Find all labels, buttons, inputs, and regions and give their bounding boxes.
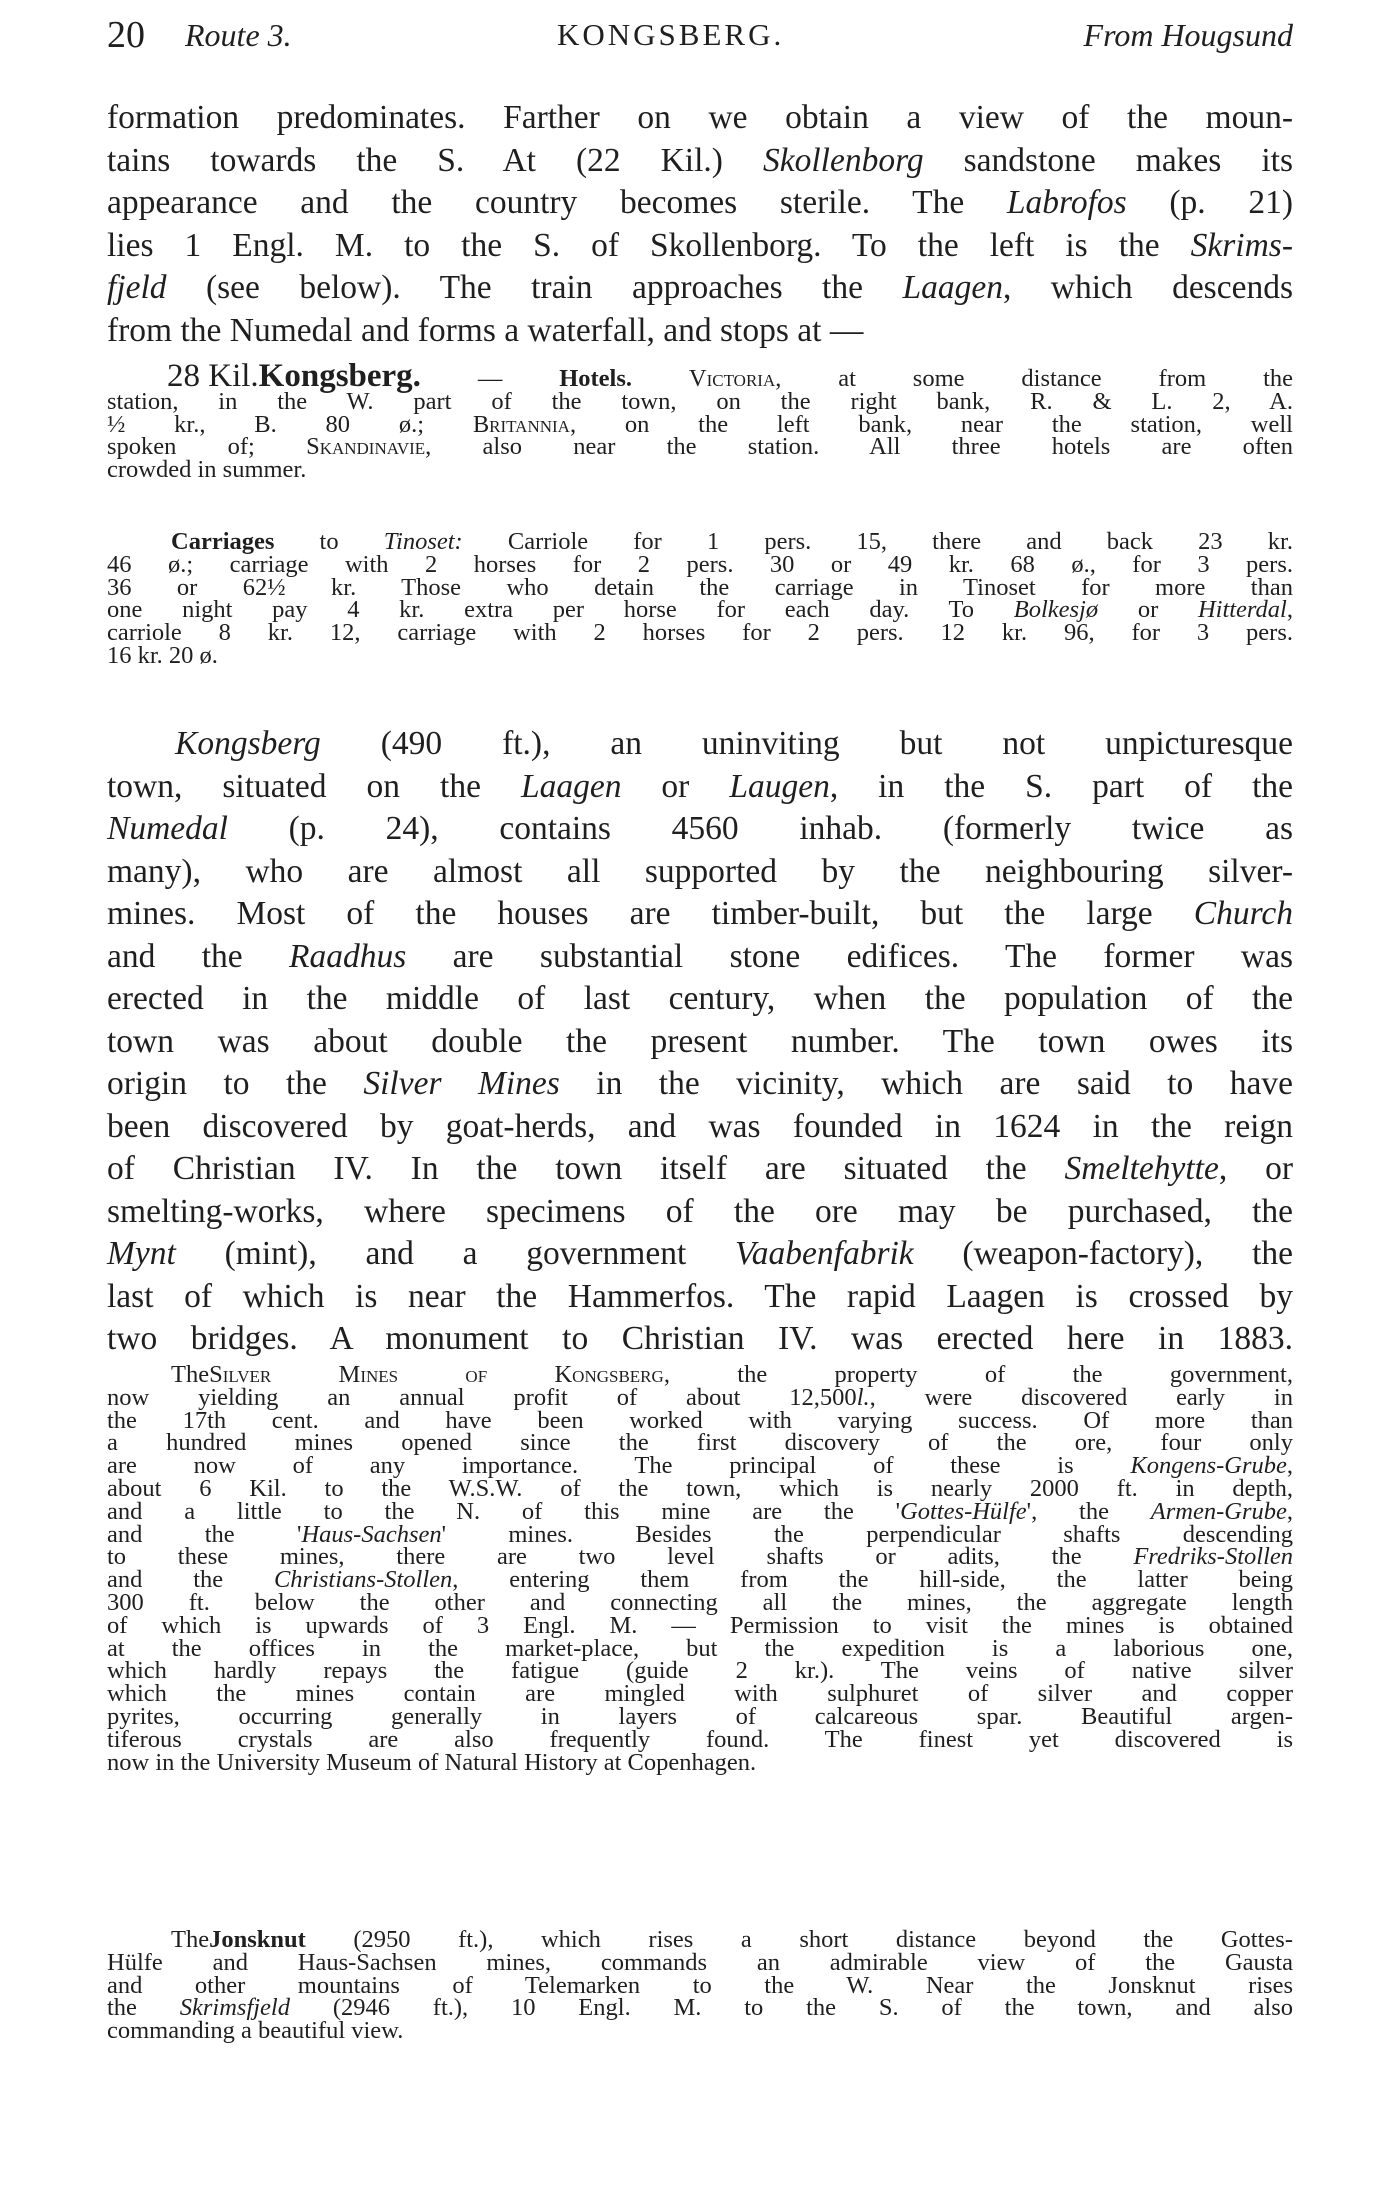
text-line: about 6 Kil. to the W.S.W. of the town, which is nearly 2000 ft. in depth, [107, 1474, 1293, 1502]
text-line: TheSilver Mines of Kongsberg, the property of the government, [171, 1361, 1293, 1388]
text-line: which hardly repays the fatigue (guide 2 kr.). The veins of native silver [107, 1657, 1293, 1685]
text-line: last of which is near the Hammerfos. The rapid Laagen is crossed by [107, 1277, 1293, 1315]
text-line: and the 'Haus-Sachsen' mines. Besides the perpendicular shafts descending [107, 1520, 1293, 1548]
section-heading: Kongsberg. [258, 358, 421, 394]
text-line: 36 or 62½ kr. Those who detain the carriage in Tinoset for more than [107, 573, 1293, 601]
text-line: are now of any importance. The principal of these is Kongens-Grube, [107, 1452, 1293, 1480]
text-line: now in the University Museum of Natural History at Copenhagen. [107, 1748, 757, 1776]
carriages-label: Carriages [171, 528, 275, 555]
text-line: to these mines, there are two level shafts or adits, the Fredriks-Stollen [107, 1543, 1293, 1571]
text-line: Mynt (mint), and a government Vaabenfabrik (weapon-factory), the [107, 1235, 1293, 1272]
text-line: smelting-works, where specimens of the ore may be purchased, the [107, 1192, 1293, 1230]
text-line: 300 ft. below the other and connecting all the mines, the aggregate length [107, 1588, 1293, 1616]
text-line: two bridges. A monument to Christian IV. was erected here in 1883. [107, 1320, 1293, 1357]
text-line: from the Numedal and forms a waterfall, and stops at — [107, 311, 864, 349]
text-line: mines. Most of the houses are timber-built, but the large Church [107, 895, 1293, 932]
place-name: Skrims- [1190, 226, 1293, 264]
place-name: fjeld [107, 269, 167, 306]
intro-paragraph [107, 97, 1293, 352]
text-line: which the mines contain are mingled with sulphuret of silver and copper [107, 1680, 1293, 1708]
jonsknut-paragraph [107, 1926, 1293, 2045]
text-line: at the offices in the market-place, but the expedition is a laborious one, [107, 1634, 1293, 1662]
text-line: lies 1 Engl. M. to the S. of Skollenborg. To the left is the Skrims- [107, 226, 1293, 264]
text-line: pyrites, occurring generally in layers of calcareous spar. Beautiful argen- [107, 1702, 1293, 1730]
text-line: and a little to the N. of this mine are the 'Gottes-Hülfe', the Armen-Grube, [107, 1497, 1293, 1525]
text-line: the 17th cent. and have been worked with varying success. Of more than [107, 1406, 1293, 1434]
text-line: Kongsberg (490 ft.), an uninviting but not unpicturesque [175, 725, 1293, 762]
text-line: and other mountains of Telemarken to the W. Near the Jonsknut rises [107, 1971, 1293, 1999]
text-line: now yielding an annual profit of about 12,500l., were discovered early in [107, 1383, 1293, 1411]
text-line: tains towards the S. At (22 Kil.) Skollenborg sandstone makes its [107, 141, 1293, 179]
text-line: ½ kr., B. 80 ø.; Britannia, on the left bank, near the station, well [107, 410, 1293, 438]
place-name: Laagen [902, 269, 1003, 306]
section-label: From Hougsund [1083, 17, 1293, 53]
text-line: tiferous crystals are also frequently found. The finest yet discovered is [107, 1725, 1293, 1753]
text-line: erected in the middle of last century, when the population of the [107, 980, 1293, 1017]
silver-mines-paragraph [107, 1361, 1293, 1776]
text-line: commanding a beautiful view. [107, 2017, 404, 2045]
hotels-label: Hotels. [559, 365, 633, 392]
text-line: origin to the Silver Mines in the vicinity, which are said to have [107, 1065, 1293, 1102]
text-line: formation predominates. Farther on we obtain a view of the moun- [107, 99, 1293, 136]
text-line: the Skrimsfjeld (2946 ft.), 10 Engl. M. to the S. of the town, and also [107, 1994, 1293, 2022]
text-line: one night pay 4 kr. extra per horse for each day. To Bolkesjø or Hitterdal, [107, 596, 1293, 624]
text-line: of which is upwards of 3 Engl. M. — Permission to visit the mines is obtained [107, 1611, 1293, 1639]
text-line: 16 kr. 20 ø. [107, 641, 218, 669]
carriages-paragraph [107, 528, 1293, 669]
text-line: and the Christians-Stollen, entering them from the hill-side, the latter being [107, 1566, 1293, 1594]
text-line: many), who are almost all supported by the neighbouring silver- [107, 852, 1293, 890]
text-line: and the Raadhus are substantial stone edifices. The former was [107, 937, 1294, 975]
text-line: crowded in summer. [107, 456, 307, 484]
text-line: of Christian IV. In the town itself are situated the Smeltehytte, or [107, 1150, 1293, 1187]
text-line: 28 Kil.Kongsberg. — Hotels. Victoria, at some distance from the [167, 358, 1293, 394]
text-line: town was about double the present number. The town owes its [107, 1022, 1293, 1060]
text-line: fjeld (see below). The train approaches the Laagen, which descends [107, 269, 1293, 306]
page-title: KONGSBERG. [557, 17, 785, 52]
text-line: spoken of; Skandinavie, also near the station. All three hotels are often [107, 433, 1294, 461]
kongsberg-paragraph [107, 723, 1293, 1361]
running-header [107, 10, 1293, 60]
text-line: 46 ø.; carriage with 2 horses for 2 pers. 30 or 49 kr. 68 ø., for 3 pers. [107, 550, 1293, 578]
text-line: been discovered by goat-herds, and was founded in 1624 in the reign [107, 1107, 1293, 1145]
text-line: TheJonsknut (2950 ft.), which rises a short distance beyond the Gottes- [171, 1926, 1293, 1953]
page-number: 20 [107, 14, 145, 56]
hotels-paragraph [107, 358, 1294, 484]
text-line: Hülfe and Haus-Sachsen mines, commands an admirable view of the Gausta [107, 1948, 1293, 1976]
place-name: Skollenborg [762, 141, 924, 179]
text-line: town, situated on the Laagen or Laugen, in the S. part of the [107, 767, 1293, 805]
text-line: station, in the W. part of the town, on the right bank, R. & L. 2, A. [107, 387, 1293, 415]
text-line: carriole 8 kr. 12, carriage with 2 horses for 2 pers. 12 kr. 96, for 3 pers. [107, 619, 1293, 647]
route-label: Route 3. [185, 17, 292, 53]
text-line: Numedal (p. 24), contains 4560 inhab. (formerly twice as [107, 810, 1293, 847]
place-name: Labrofos [1006, 184, 1127, 221]
text-line: Carriages to Tinoset: Carriole for 1 pers. 15, there and back 23 kr. [171, 528, 1293, 555]
text-line: appearance and the country becomes sterile. The Labrofos (p. 21) [107, 184, 1294, 221]
text-line: a hundred mines opened since the first discovery of the ore, four only [107, 1429, 1293, 1457]
